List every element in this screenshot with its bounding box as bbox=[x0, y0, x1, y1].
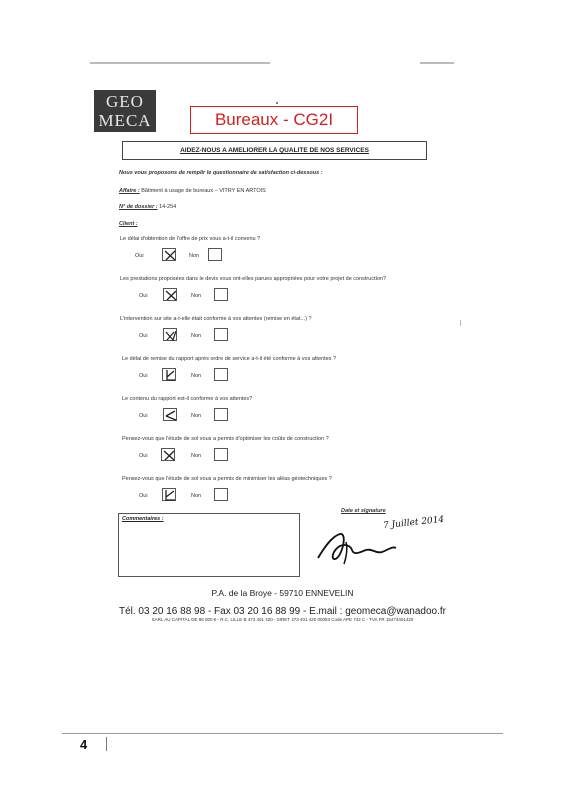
scan-speck bbox=[460, 320, 461, 326]
check-mark-icon bbox=[162, 449, 176, 462]
q7-no-checkbox[interactable] bbox=[214, 488, 228, 501]
question-2: Les prestations proposées dans le devis vous ont-elles parues appropriées pour votre projet de construction? bbox=[120, 276, 386, 282]
logo-line-1: GEO bbox=[106, 92, 144, 111]
q1-no-label: Non bbox=[189, 253, 200, 259]
scan-artifact-left bbox=[90, 62, 270, 64]
check-mark-icon bbox=[164, 409, 178, 422]
document-label: Bureaux - CG2I bbox=[190, 106, 358, 134]
q6-yes-checkbox[interactable] bbox=[161, 448, 175, 461]
geomeca-logo bbox=[94, 90, 156, 132]
q1-yes-label: Oui bbox=[135, 253, 144, 259]
q6-yes-label: Oui bbox=[139, 453, 148, 459]
q4-yes-checkbox[interactable] bbox=[162, 368, 176, 381]
footer-legal: SARL AU CAPITAL DE 88 000 € - R.C. LILLE B 473 401 420 - SIRET 473 401 420 00053 Code APE 742 C - TVA FR 15473401420 bbox=[151, 617, 414, 622]
check-mark-icon bbox=[164, 289, 178, 302]
question-5: Le contenu du rapport est-il conforme à vos attentes? bbox=[122, 396, 253, 402]
affaire-value: Bâtiment à usage de bureaux – VITRY EN ARTOIS bbox=[141, 188, 266, 194]
q5-yes-label: Oui bbox=[139, 413, 148, 419]
question-6: Pensez-vous que l'étude de sol vous a permis d'optimiser les coûts de construction ? bbox=[122, 436, 329, 442]
dossier-label: N° de dossier : bbox=[119, 204, 158, 210]
affaire-label: Affaire : bbox=[119, 188, 140, 194]
check-mark-icon bbox=[163, 249, 177, 262]
q2-yes-label: Oui bbox=[139, 293, 148, 299]
page-number: 4 bbox=[80, 737, 88, 752]
dossier-line bbox=[119, 204, 176, 210]
footer-contact: Tél. 03 20 16 88 98 - Fax 03 20 16 88 99 - E.mail : geomeca@wanadoo.fr bbox=[118, 606, 446, 617]
q3-no-checkbox[interactable] bbox=[214, 328, 228, 341]
q7-yes-label: Oui bbox=[139, 493, 148, 499]
q4-no-checkbox[interactable] bbox=[214, 368, 228, 381]
check-mark-icon bbox=[163, 369, 177, 382]
scan-artifact-right bbox=[420, 62, 454, 64]
q5-no-checkbox[interactable] bbox=[214, 408, 228, 421]
check-mark-icon bbox=[163, 489, 177, 502]
q5-yes-checkbox[interactable] bbox=[163, 408, 177, 421]
q4-no-label: Non bbox=[191, 373, 202, 379]
question-1: Le délai d'obtention de l'offre de prix vous a-t-il convenu ? bbox=[120, 236, 261, 242]
q3-yes-checkbox[interactable] bbox=[163, 328, 177, 341]
intro-text: Nous vous proposons de remplir le questionnaire de satisfaction ci-dessous : bbox=[119, 170, 323, 176]
dossier-value: 14-254 bbox=[159, 204, 177, 210]
check-mark-icon bbox=[164, 329, 178, 342]
q5-no-label: Non bbox=[191, 413, 202, 419]
page-divider bbox=[62, 733, 503, 734]
scan-dot bbox=[276, 102, 278, 104]
q1-no-checkbox[interactable] bbox=[208, 248, 222, 261]
q7-yes-checkbox[interactable] bbox=[162, 488, 176, 501]
q6-no-checkbox[interactable] bbox=[214, 448, 228, 461]
q3-yes-label: Oui bbox=[139, 333, 148, 339]
q6-no-label: Non bbox=[191, 453, 202, 459]
comments-label: Commentaires : bbox=[122, 516, 164, 522]
client-label: Client : bbox=[119, 221, 138, 227]
q2-no-label: Non bbox=[191, 293, 202, 299]
affaire-line bbox=[119, 188, 266, 194]
page-number-separator bbox=[106, 737, 107, 751]
q7-no-label: Non bbox=[191, 493, 202, 499]
question-3: L'intervention sur site a-t-elle était conforme à vos attentes (remise en état...) ? bbox=[120, 316, 312, 322]
survey-title: AIDEZ-NOUS A AMELIORER LA QUALITE DE NOS SERVICES bbox=[122, 141, 427, 160]
date-signature-label: Date et signature bbox=[341, 508, 386, 514]
logo-line-2: MECA bbox=[98, 111, 152, 130]
handwritten-date: 7 Juillet 2014 bbox=[382, 514, 445, 532]
q3-no-label: Non bbox=[191, 333, 202, 339]
signature-drawing bbox=[310, 528, 400, 568]
q2-yes-checkbox[interactable] bbox=[163, 288, 177, 301]
question-7: Pensez-vous que l'étude de sol vous a permis de minimiser les aléas géotechniques ? bbox=[122, 476, 332, 482]
q1-yes-checkbox[interactable] bbox=[162, 248, 176, 261]
q2-no-checkbox[interactable] bbox=[214, 288, 228, 301]
question-4: Le délai de remise du rapport après ordre de service a-t-il été conforme à vos attentes ? bbox=[122, 356, 337, 362]
footer-address: P.A. de la Broye - 59710 ENNEVELIN bbox=[211, 588, 354, 598]
q4-yes-label: Oui bbox=[139, 373, 148, 379]
comments-box[interactable] bbox=[118, 513, 300, 577]
